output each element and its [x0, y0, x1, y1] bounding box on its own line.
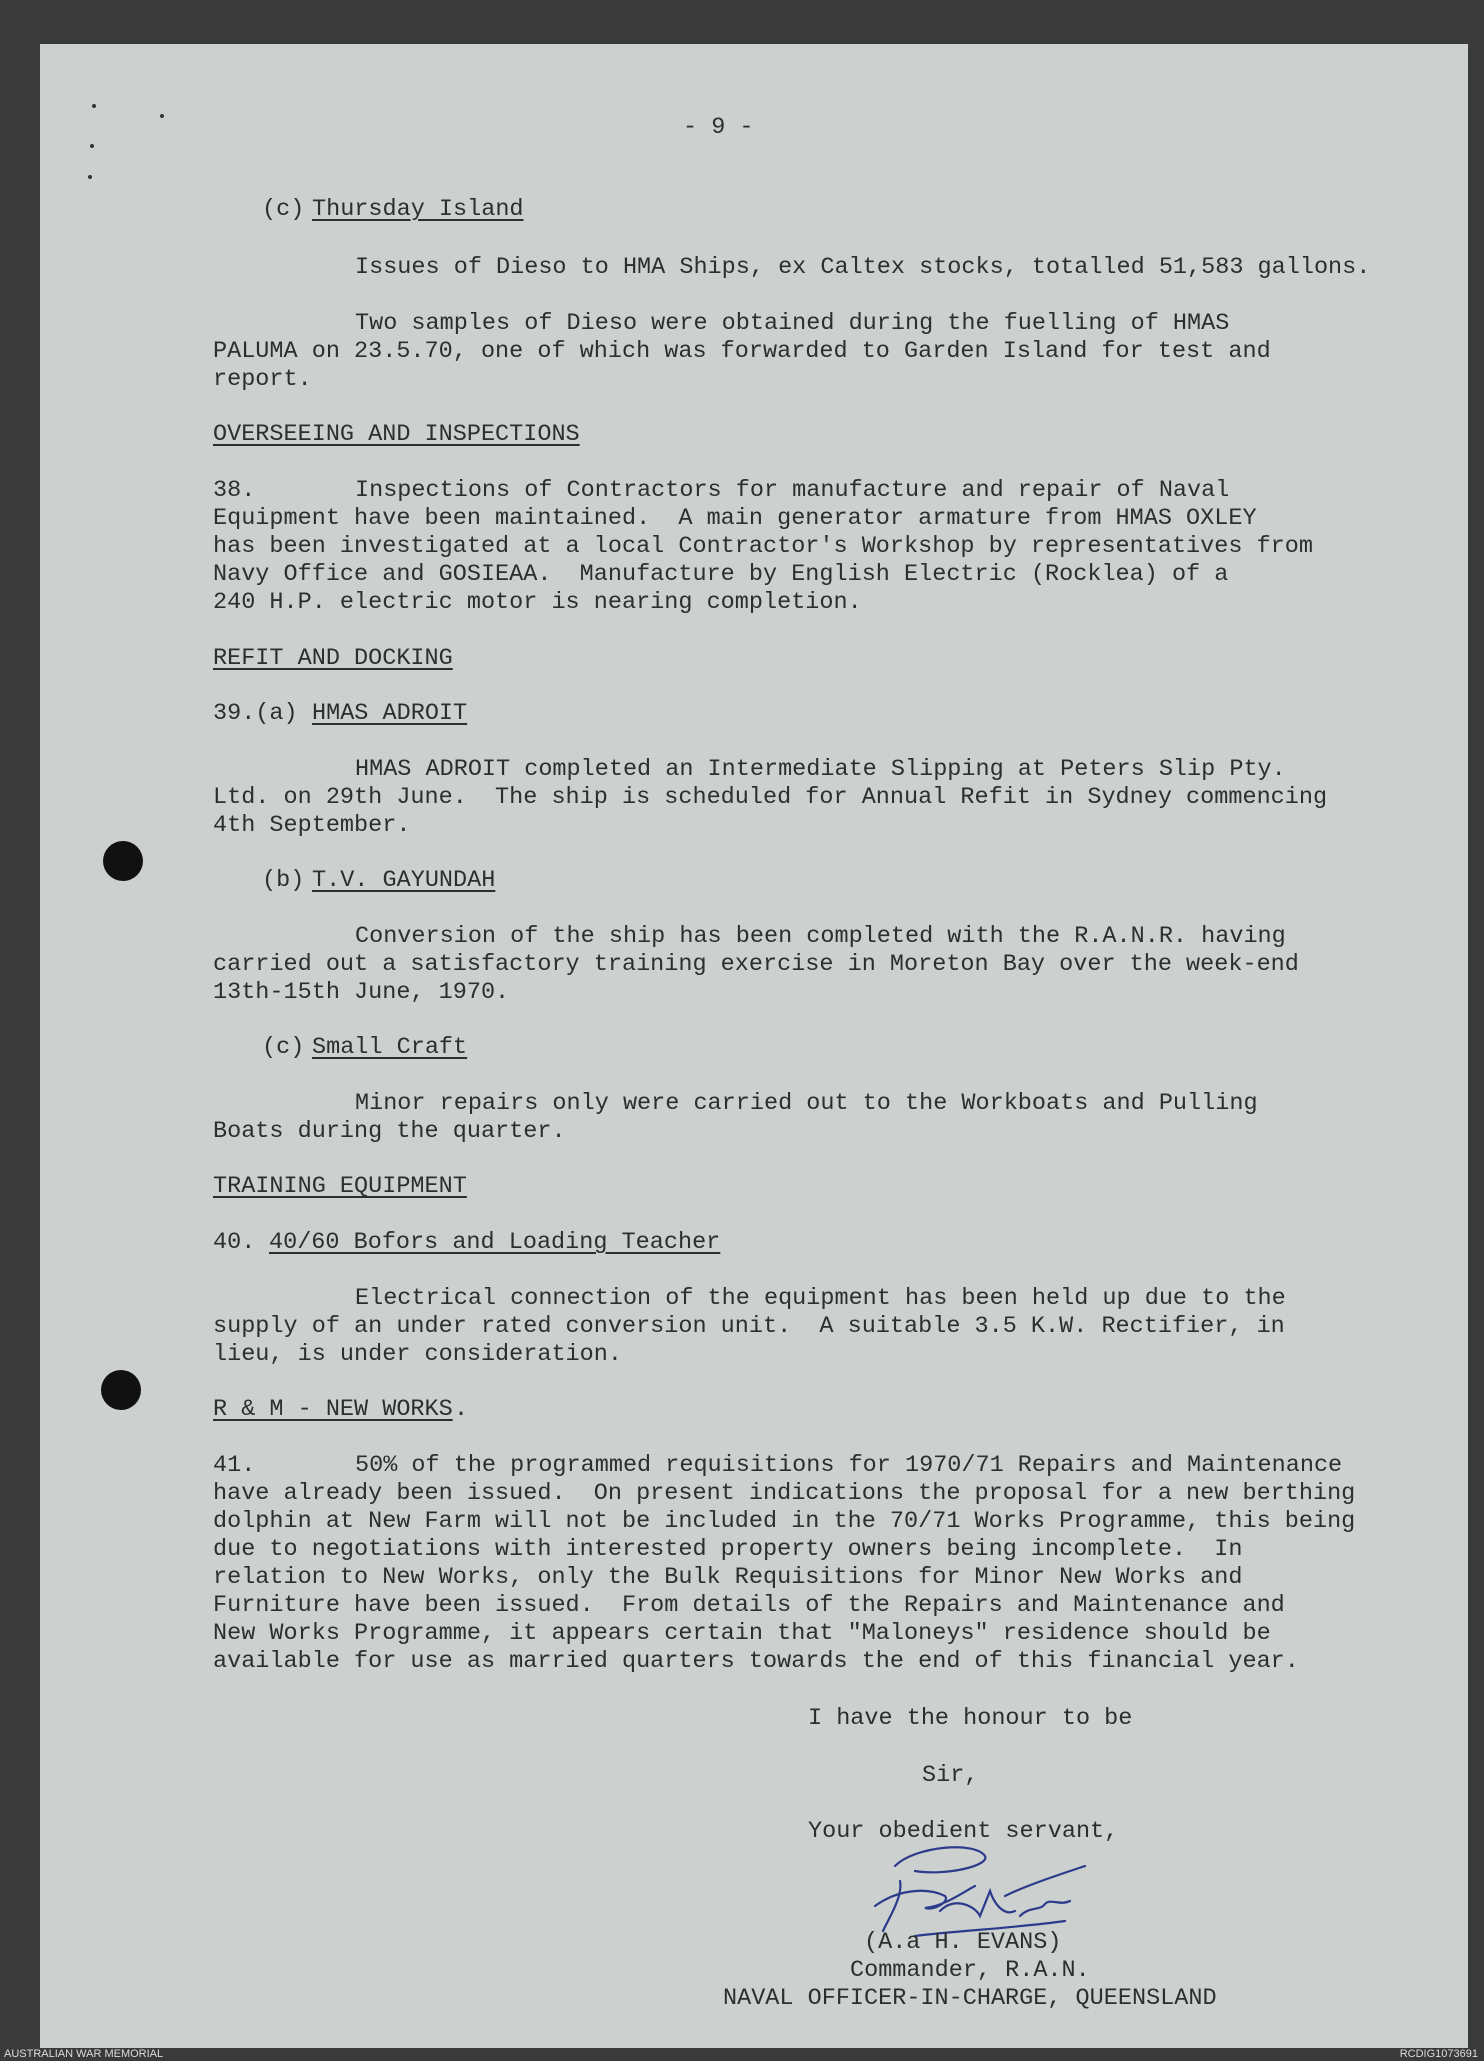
paragraph-line: supply of an under rated conversion unit. A suitable 3.5 K.W. Rectifier, in [213, 1313, 1285, 1340]
paragraph-line: 13th-15th June, 1970. [213, 979, 510, 1006]
paragraph-number: 38. [213, 477, 256, 504]
signatory-office: NAVAL OFFICER-IN-CHARGE, QUEENSLAND [723, 1985, 1217, 2012]
punch-hole-top [103, 841, 143, 881]
section-heading: OVERSEEING AND INSPECTIONS [213, 421, 580, 448]
paragraph-line: lieu, is under consideration. [213, 1341, 622, 1368]
section-label: (c) [262, 196, 305, 223]
closing-line: Your obedient servant, [808, 1818, 1119, 1845]
paragraph-line: Two samples of Dieso were obtained during the fuelling of HMAS [355, 310, 1230, 337]
paragraph-line: report. [213, 366, 312, 393]
closing-line: Sir, [922, 1762, 979, 1789]
paragraph-line: 240 H.P. electric motor is nearing completion. [213, 589, 862, 616]
section-heading-dot: . [454, 1396, 469, 1423]
paper-speck [92, 104, 96, 108]
paragraph-line: Issues of Dieso to HMA Ships, ex Caltex stocks, totalled 51,583 gallons. [355, 254, 1371, 281]
section-title: Thursday Island [312, 196, 524, 223]
paper-speck [88, 175, 92, 179]
section-heading: TRAINING EQUIPMENT [213, 1173, 467, 1200]
paragraph-number: 40. [213, 1229, 256, 1256]
paragraph-line: New Works Programme, it appears certain that "Maloneys" residence should be [213, 1620, 1271, 1647]
paragraph-line: available for use as married quarters towards the end of this financial year. [213, 1648, 1299, 1675]
section-label: (b) [262, 867, 305, 894]
paper-speck [90, 144, 94, 148]
paragraph-line: Conversion of the ship has been completed with the R.A.N.R. having [355, 923, 1286, 950]
paragraph-line: Inspections of Contractors for manufacture and repair of Naval [355, 477, 1230, 504]
paragraph-line: Minor repairs only were carried out to the Workboats and Pulling [355, 1090, 1258, 1117]
paper-speck [160, 114, 164, 118]
footer-id: RCDIG1073691 [1399, 2048, 1478, 2060]
paragraph-line: have already been issued. On present indications the proposal for a new berthing [213, 1480, 1356, 1507]
section-label: 39.(a) [213, 700, 298, 727]
signatory-name: (A.a H. EVANS) [864, 1929, 1062, 1956]
paragraph-number: 41. [213, 1452, 256, 1479]
paragraph-line: Boats during the quarter. [213, 1118, 566, 1145]
section-heading: REFIT AND DOCKING [213, 645, 453, 672]
punch-hole-bottom [101, 1370, 141, 1410]
page-number: - 9 - [683, 114, 754, 141]
paragraph-line: Equipment have been maintained. A main generator armature from HMAS OXLEY [213, 505, 1257, 532]
footer-source: AUSTRALIAN WAR MEMORIAL [4, 2048, 164, 2060]
section-title: 40/60 Bofors and Loading Teacher [269, 1229, 721, 1256]
section-label: (c) [262, 1034, 305, 1061]
paragraph-line: has been investigated at a local Contractor's Workshop by representatives from [213, 533, 1313, 560]
paragraph-line: due to negotiations with interested property owners being incomplete. In [213, 1536, 1243, 1563]
section-title: T.V. GAYUNDAH [312, 867, 496, 894]
signatory-rank: Commander, R.A.N. [850, 1957, 1090, 1984]
paragraph-line: dolphin at New Farm will not be included in the 70/71 Works Programme, this being [213, 1508, 1356, 1535]
section-title: HMAS ADROIT [312, 700, 468, 727]
paragraph-line: Furniture have been issued. From details of the Repairs and Maintenance and [213, 1592, 1285, 1619]
paragraph-line: HMAS ADROIT completed an Intermediate Slipping at Peters Slip Pty. [355, 756, 1286, 783]
closing-line: I have the honour to be [808, 1705, 1133, 1732]
paragraph-line: PALUMA on 23.5.70, one of which was forwarded to Garden Island for test and [213, 338, 1271, 365]
section-title: Small Craft [312, 1034, 468, 1061]
paragraph-line: Navy Office and GOSIEAA. Manufacture by English Electric (Rocklea) of a [213, 561, 1229, 588]
paragraph-line: 4th September. [213, 812, 411, 839]
section-heading: R & M - NEW WORKS [213, 1396, 453, 1423]
paragraph-line: 50% of the programmed requisitions for 1970/71 Repairs and Maintenance [355, 1452, 1343, 1479]
paragraph-line: relation to New Works, only the Bulk Requisitions for Minor New Works and [213, 1564, 1243, 1591]
paragraph-line: Electrical connection of the equipment has been held up due to the [355, 1285, 1286, 1312]
paragraph-line: Ltd. on 29th June. The ship is scheduled for Annual Refit in Sydney commencing [213, 784, 1328, 811]
paragraph-line: carried out a satisfactory training exercise in Moreton Bay over the week-end [213, 951, 1299, 978]
